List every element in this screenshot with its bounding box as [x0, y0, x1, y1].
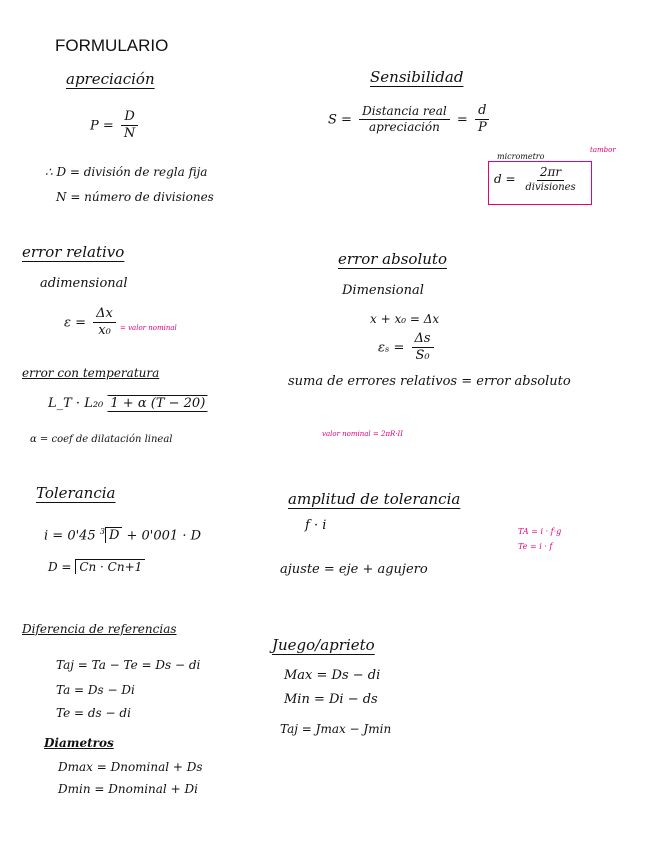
sensibilidad-den-2: P — [477, 120, 487, 136]
apreciacion-note-d: ∴ D = división de regla fija — [45, 165, 208, 179]
micrometro-fraction — [522, 166, 578, 193]
amplitud-formula: f · i — [305, 518, 327, 533]
juego-line-1: Max = Ds − di — [284, 668, 381, 683]
error-absoluto-lhs: εₛ = — [378, 340, 405, 356]
tolerancia-i-lhs: i = 0'45 — [44, 528, 96, 544]
error-temperatura-formula — [48, 396, 208, 411]
juego-heading: Juego/aprieto — [272, 636, 375, 654]
juego-line-3: Taj = Jmax − Jmin — [280, 722, 392, 736]
sensibilidad-fraction — [359, 105, 450, 134]
error-absoluto-num: Δs — [412, 332, 434, 348]
tolerancia-d-lhs: D = — [48, 560, 72, 574]
sensibilidad-formula — [328, 104, 493, 136]
apreciacion-formula — [90, 110, 141, 142]
amplitud-heading: amplitud de tolerancia — [288, 490, 461, 508]
sensibilidad-num: Distancia real — [359, 105, 450, 120]
tolerancia-root: D — [105, 527, 122, 543]
sensibilidad-eq: = — [456, 112, 468, 128]
ta-pink-note: TA = i · f·g — [518, 527, 562, 536]
micrometro-label: micrometro — [497, 152, 545, 161]
micrometro-formula — [494, 166, 582, 193]
tolerancia-i-formula — [44, 527, 201, 543]
sensibilidad-den: apreciación — [368, 120, 440, 135]
apreciacion-num: D — [121, 110, 137, 126]
apreciacion-lhs: P = — [90, 118, 114, 134]
diametros-heading: Diametros — [44, 736, 114, 750]
tolerancia-heading: Tolerancia — [36, 484, 116, 502]
diferencia-line-3: Te = ds − di — [56, 706, 131, 720]
error-temperatura-lhs: L_T · L₂₀ — [48, 396, 104, 411]
error-absoluto-den: S₀ — [415, 348, 430, 364]
apreciacion-den: N — [123, 126, 136, 142]
error-relativo-num: Δx — [93, 307, 116, 323]
sensibilidad-heading: Sensibilidad — [370, 68, 464, 86]
diferencia-line-1: Taj = Ta − Te = Ds − di — [56, 658, 201, 672]
tolerancia-root-index: 3 — [99, 527, 105, 536]
error-relativo-formula — [64, 307, 119, 339]
error-relativo-den: x₀ — [98, 323, 111, 339]
diametros-line-1: Dmax = Dnominal + Ds — [58, 760, 203, 774]
error-absoluto-formula — [378, 332, 437, 364]
error-relativo-heading: error relativo — [22, 243, 125, 261]
diametros-line-2: Dmin = Dnominal + Di — [58, 782, 198, 796]
juego-line-2: Min = Di − ds — [284, 692, 378, 707]
sensibilidad-lhs: S = — [328, 112, 352, 128]
apreciacion-note-n: N = número de divisiones — [56, 190, 214, 204]
error-absoluto-sub: Dimensional — [342, 283, 424, 298]
page-title: FORMULARIO — [55, 36, 169, 55]
alpha-note: α = coef de dilatación lineal — [30, 434, 173, 445]
tolerancia-d-formula — [48, 560, 145, 574]
error-absoluto-heading: error absoluto — [338, 250, 447, 268]
micrometro-num: 2πr — [537, 166, 564, 181]
valor-nominal-note: = valor nominal — [120, 324, 177, 332]
ajuste-formula: ajuste = eje + agujero — [280, 562, 428, 577]
sensibilidad-num-2: d — [475, 104, 489, 120]
te-pink-note: Te = i · f — [518, 542, 553, 551]
tolerancia-i-rest: + 0'001 · D — [126, 528, 202, 544]
micrometro-den: divisiones — [525, 182, 576, 194]
micrometro-lhs: d = — [494, 172, 516, 187]
error-relativo-fraction — [93, 307, 116, 339]
error-relativo-lhs: ε = — [64, 315, 87, 331]
sensibilidad-fraction-2 — [475, 104, 490, 136]
error-relativo-sub: adimensional — [40, 276, 128, 291]
suma-errores-note: suma de errores relativos = error absoluto — [288, 374, 571, 389]
error-temperatura-heading: error con temperatura — [22, 366, 160, 380]
error-absoluto-fraction — [412, 332, 434, 364]
error-temperatura-bracket: 1 + α (T − 20) — [107, 395, 208, 412]
diferencia-heading: Diferencia de referencias — [22, 622, 177, 636]
apreciacion-heading: apreciación — [66, 70, 155, 88]
diferencia-line-2: Ta = Ds − Di — [56, 683, 135, 697]
apreciacion-fraction — [121, 110, 138, 142]
tambor-label: tambor — [590, 146, 616, 154]
valor-nominal-2-note: valor nominal = 2πR·II — [322, 430, 404, 438]
tolerancia-d-root: Cn · Cn+1 — [75, 559, 145, 574]
error-absoluto-eq1: x + x₀ = Δx — [370, 312, 440, 326]
